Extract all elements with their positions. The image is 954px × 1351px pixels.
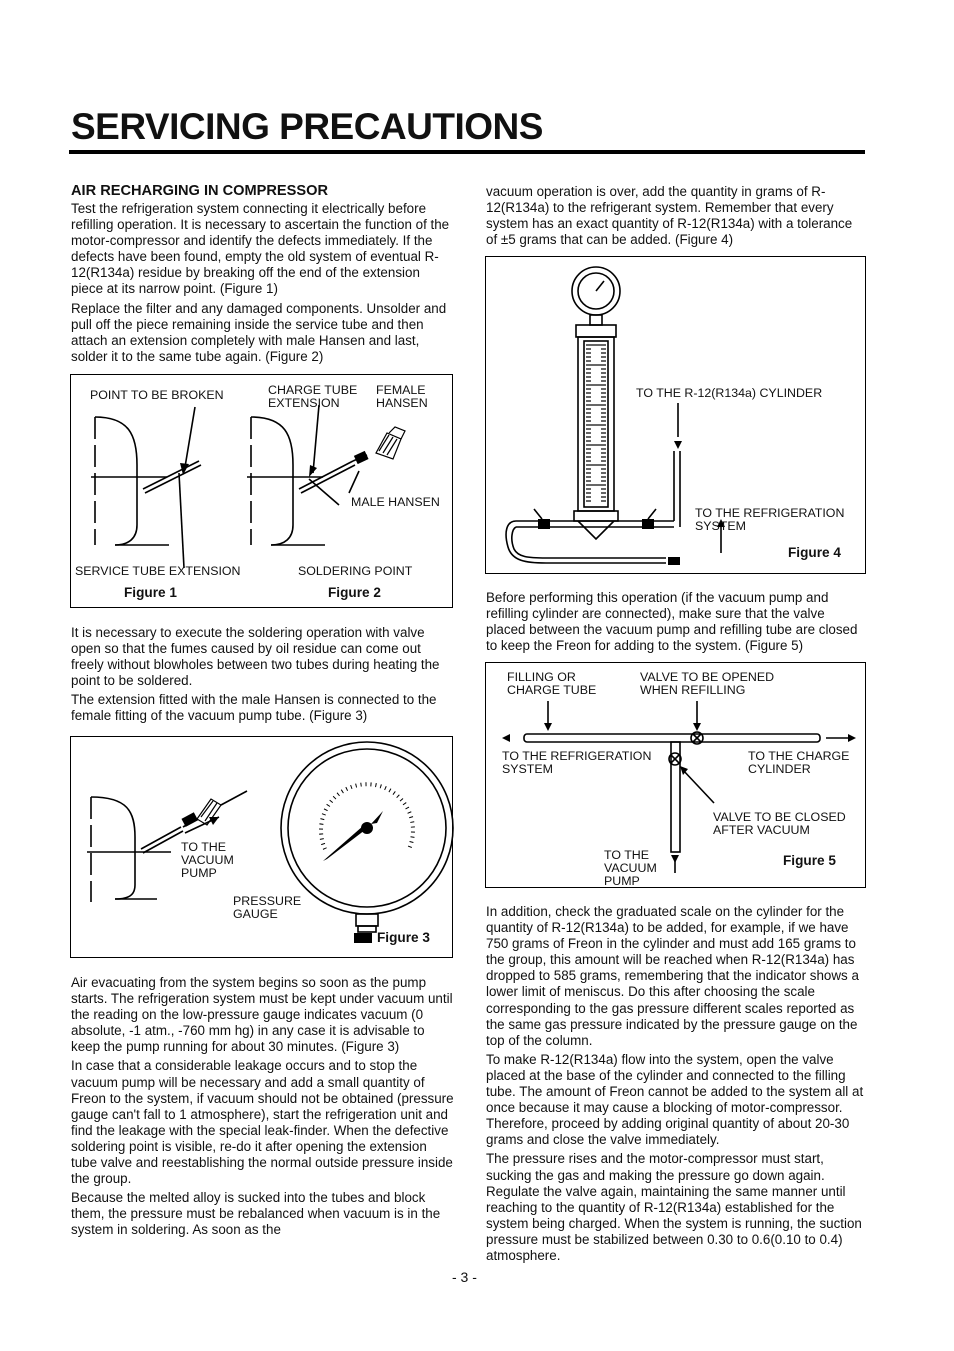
paragraph: Because the melted alloy is sucked into the tubes and block them, the pressure must be rebalanced when vacuum is in the system in soldering. As soon as the bbox=[71, 1190, 441, 1238]
label-charge-tube-extension: CHARGE TUBE EXTENSION bbox=[268, 383, 358, 410]
left-column-middle bbox=[71, 625, 455, 728]
paragraph: Test the refrigeration system connecting it electrically before refilling operation. It is necessary to ascertain the function of the motor-compressor and identify the defects immediately. If the defects have been found, empty the old system of eventual R-12(R134a) residue by breaking off the end of the extension piece at its narrow point. (Figure 1) bbox=[71, 201, 450, 297]
paragraph: The extension fitted with the male Hansen is connected to the female fitting of the vacuum pump tube. (Figure 3) bbox=[71, 692, 437, 724]
label-pressure-gauge: PRESSURE GAUGE bbox=[233, 894, 302, 921]
label-service-tube-extension: SERVICE TUBE EXTENSION bbox=[75, 564, 241, 578]
label-filling-or-charge-tube: FILLING OR CHARGE TUBE bbox=[507, 670, 597, 697]
paragraph: To make R-12(R134a) flow into the system, open the valve placed at the base of the cylinder and connected to the filling tube. The amount of Freon cannot be added to the system all at once because it may cause a blocking of motor-compressor. Therefore, proceed by adding original quantity of about 20-30 grams and close the valve immediately. bbox=[486, 1051, 864, 1148]
label-male-hansen: MALE HANSEN bbox=[351, 495, 440, 509]
figure-3-drawing bbox=[71, 737, 454, 959]
figure-5-caption: Figure 5 bbox=[783, 853, 836, 868]
label-point-to-be-broken: POINT TO BE BROKEN bbox=[90, 388, 224, 402]
title-rule bbox=[69, 150, 865, 154]
label-female-hansen: FEMALE HANSEN bbox=[376, 383, 428, 410]
label-valve-to-be-closed: VALVE TO BE CLOSED AFTER VACUUM bbox=[713, 810, 846, 837]
paragraph: The pressure rises and the motor-compressor must start, sucking the gas and making the pressure go down again. Regulate the valve again, maintaining the same manner until reaching to the quantity of R-12(R134a) established for the system being charged. When the system is running, the suction pressure must be stabilized between 0.30 to 0.6(0.10 to 0.4) atmosphere. bbox=[486, 1151, 862, 1263]
right-column-top bbox=[486, 184, 864, 251]
page-title: SERVICING PRECAUTIONS bbox=[71, 106, 543, 147]
section-heading: AIR RECHARGING IN COMPRESSOR bbox=[71, 183, 329, 199]
paragraph: In case that a considerable leakage occurs and to stop the vacuum pump will be necessary and add a small quantity of Freon to the system, if vacuum should not be obtained (pressure gauge can't fall to 1 atmosphere), start the refrigeration unit and find the leakage with the special leak-finder. When the defective soldering point is visible, re-do it after opening the extension tube valve and reestablishing the normal outside pressure inside the group. bbox=[71, 1058, 454, 1187]
label-valve-to-be-opened: VALVE TO BE OPENED WHEN REFILLING bbox=[640, 670, 775, 697]
figure-2-caption: Figure 2 bbox=[328, 585, 381, 600]
label-to-the-vacuum-pump: TO THE VACUUM PUMP bbox=[181, 840, 234, 880]
label-to-the-vacuum-pump: TO THE VACUUM PUMP bbox=[604, 848, 657, 888]
label-to-the-charge-cylinder: TO THE CHARGE CYLINDER bbox=[748, 749, 850, 776]
left-column-top bbox=[71, 183, 455, 368]
paragraph: Before performing this operation (if the vacuum pump and refilling cylinder are connected), make sure that the valve placed between the vacuum pump and refilling tube are closed to keep the Freon for adding to the system. (Figure 5) bbox=[486, 590, 858, 654]
figure-3 bbox=[70, 736, 453, 958]
paragraph: It is necessary to execute the soldering operation with valve open so that the fumes caused by oil residue can come out freely without blowholes between two tubes during heating the point to be soldered. bbox=[71, 625, 440, 689]
right-column-bottom bbox=[486, 904, 864, 1267]
label-to-the-refrigeration-system: TO THE REFRIGERATION SYSTEM bbox=[695, 506, 845, 533]
paragraph: Replace the filter and any damaged components. Unsolder and pull off the piece remaining inside the service tube and then attach an extension completely with male Hansen and last, solder it to the same tube again. (Figure 2) bbox=[71, 300, 447, 364]
figure-1-2 bbox=[70, 374, 453, 608]
paragraph: Air evacuating from the system begins so soon as the pump starts. The refrigeration system must be kept under vacuum until the reading on the low-pressure gauge indicates vacuum (0 absolute, -1 atm., -760 mm hg) in any case it is advisable to keep the pump running for about 30 minutes. (Figure 3) bbox=[71, 975, 453, 1055]
right-column-middle bbox=[486, 590, 864, 657]
page-number: - 3 - bbox=[452, 1269, 477, 1285]
figure-1-caption: Figure 1 bbox=[124, 585, 177, 600]
label-soldering-point: SOLDERING POINT bbox=[298, 564, 413, 578]
left-column-bottom bbox=[71, 975, 455, 1242]
paragraph: In addition, check the graduated scale on the cylinder for the quantity of R-12(R134a) to be added, for example, if we have 750 grams of Freon in the cylinder and must add 165 grams to the group, this amount will be reached when R-12(R134a) has dropped to 585 grams, remembering that the indicator shows a lower limit of meniscus. Do this after choosing the scale corresponding to the gas pressure different scales reported as the same gas pressure indicated by the pressure gauge on the top of the column. bbox=[486, 904, 859, 1048]
figure-3-caption: Figure 3 bbox=[377, 930, 430, 945]
paragraph: vacuum operation is over, add the quantity in grams of R-12(R134a) to the refrigerant system. Remember that every system has an exact quantity of R-12(R134a) with a tolerance of ±5 grams that can be added. (Figure 4) bbox=[486, 184, 853, 248]
label-to-the-cylinder: TO THE R-12(R134a) CYLINDER bbox=[636, 386, 823, 400]
cylinder-scale-ticks bbox=[586, 345, 606, 501]
figure-4 bbox=[485, 256, 866, 574]
figure-4-caption: Figure 4 bbox=[788, 545, 841, 560]
figure-5 bbox=[485, 662, 866, 888]
label-to-the-refrigeration-system: TO THE REFRIGERATION SYSTEM bbox=[502, 749, 652, 776]
